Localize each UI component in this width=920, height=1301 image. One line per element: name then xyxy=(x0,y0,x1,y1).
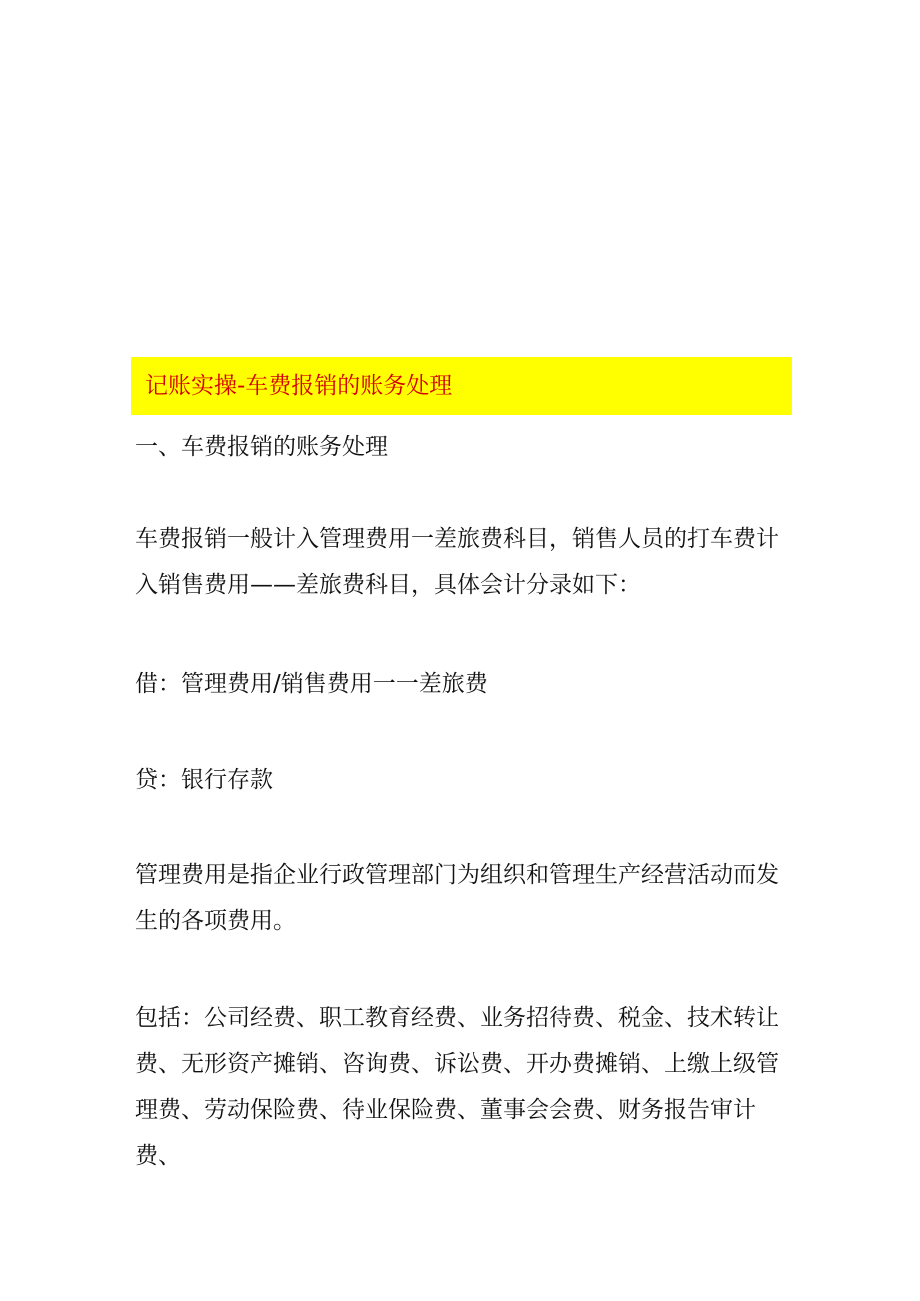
title-banner xyxy=(131,357,792,415)
journal-debit-entry: 借：管理费用/销售费用一一差旅费 xyxy=(135,671,488,697)
paragraph-reimbursement-rule: 车费报销一般计入管理费用一差旅费科目，销售人员的打车费计入销售费用——差旅费科目，具体会计分录如下： xyxy=(135,526,779,598)
paragraph-expense-items: 包括：公司经费、职工教育经费、业务招待费、税金、技术转让费、无形资产摊销、咨询费、诉讼费、开办费摊销、上缴上级管理费、劳动保险费、待业保险费、董事会会费、财务报告审计费、 xyxy=(135,1005,779,1169)
document-title: 记账实操-车费报销的账务处理 xyxy=(145,373,453,399)
paragraph-management-expense-definition: 管理费用是指企业行政管理部门为组织和管理生产经营活动而发生的各项费用。 xyxy=(135,862,779,934)
section-heading: 一、车费报销的账务处理 xyxy=(135,434,388,460)
journal-credit-entry: 贷：银行存款 xyxy=(135,767,273,793)
